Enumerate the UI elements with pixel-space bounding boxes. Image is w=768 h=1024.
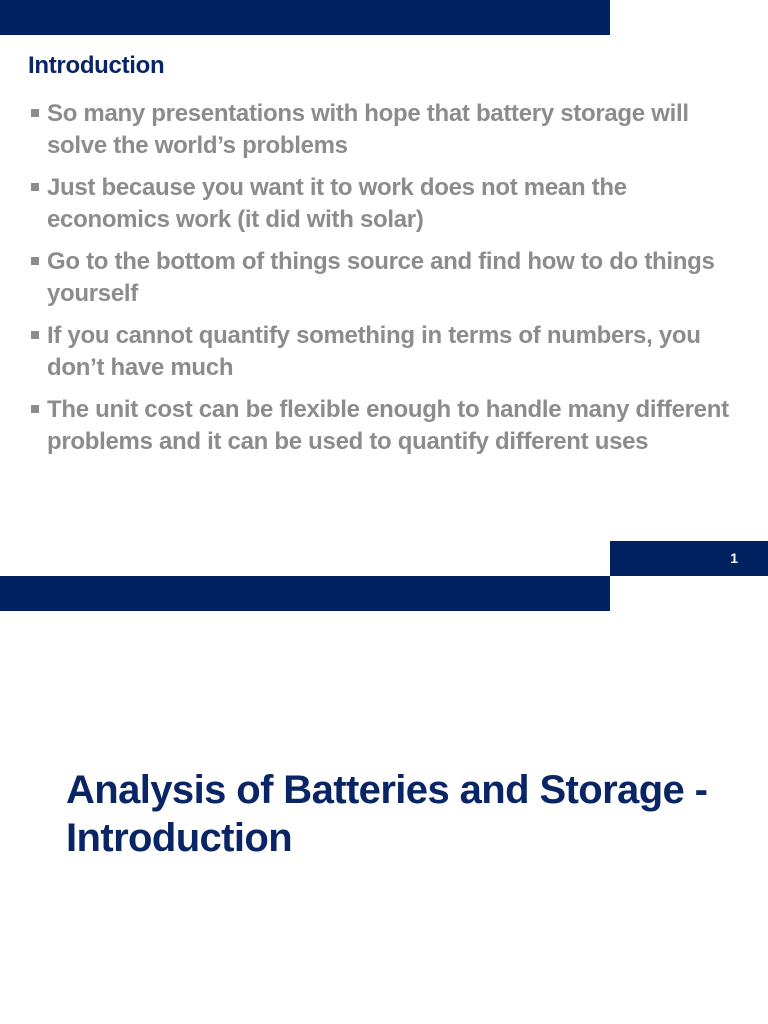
bullet-text: If you cannot quantify something in terms of numbers, you don’t have much (47, 322, 701, 381)
bullet-text: So many presentations with hope that battery storage will solve the world’s problems (47, 100, 689, 159)
bullet-item (0, 98, 740, 162)
square-bullet-icon (31, 109, 39, 117)
square-bullet-icon (31, 405, 39, 413)
square-bullet-icon (31, 331, 39, 339)
slide-title: Introduction (28, 52, 165, 79)
square-bullet-icon (31, 183, 39, 191)
presentation-title: Analysis of Batteries and Storage - Introduction (66, 768, 708, 860)
header-bar (0, 0, 610, 35)
header-bar (0, 576, 610, 611)
page-number: 1 (730, 550, 738, 566)
page-number-box (610, 541, 768, 576)
bullet-item (0, 394, 740, 458)
bullet-text: Just because you want it to work does not mean the economics work (it did with solar) (47, 174, 627, 233)
square-bullet-icon (31, 257, 39, 265)
bullet-item (0, 246, 740, 310)
bullet-list (0, 98, 740, 468)
bullet-text: The unit cost can be flexible enough to handle many different problems and it can be used to quantify different uses (47, 396, 729, 455)
slide-title-page (0, 576, 768, 1024)
bullet-text: Go to the bottom of things source and find how to do things yourself (47, 248, 715, 307)
bullet-item (0, 172, 740, 236)
bullet-item (0, 320, 740, 384)
